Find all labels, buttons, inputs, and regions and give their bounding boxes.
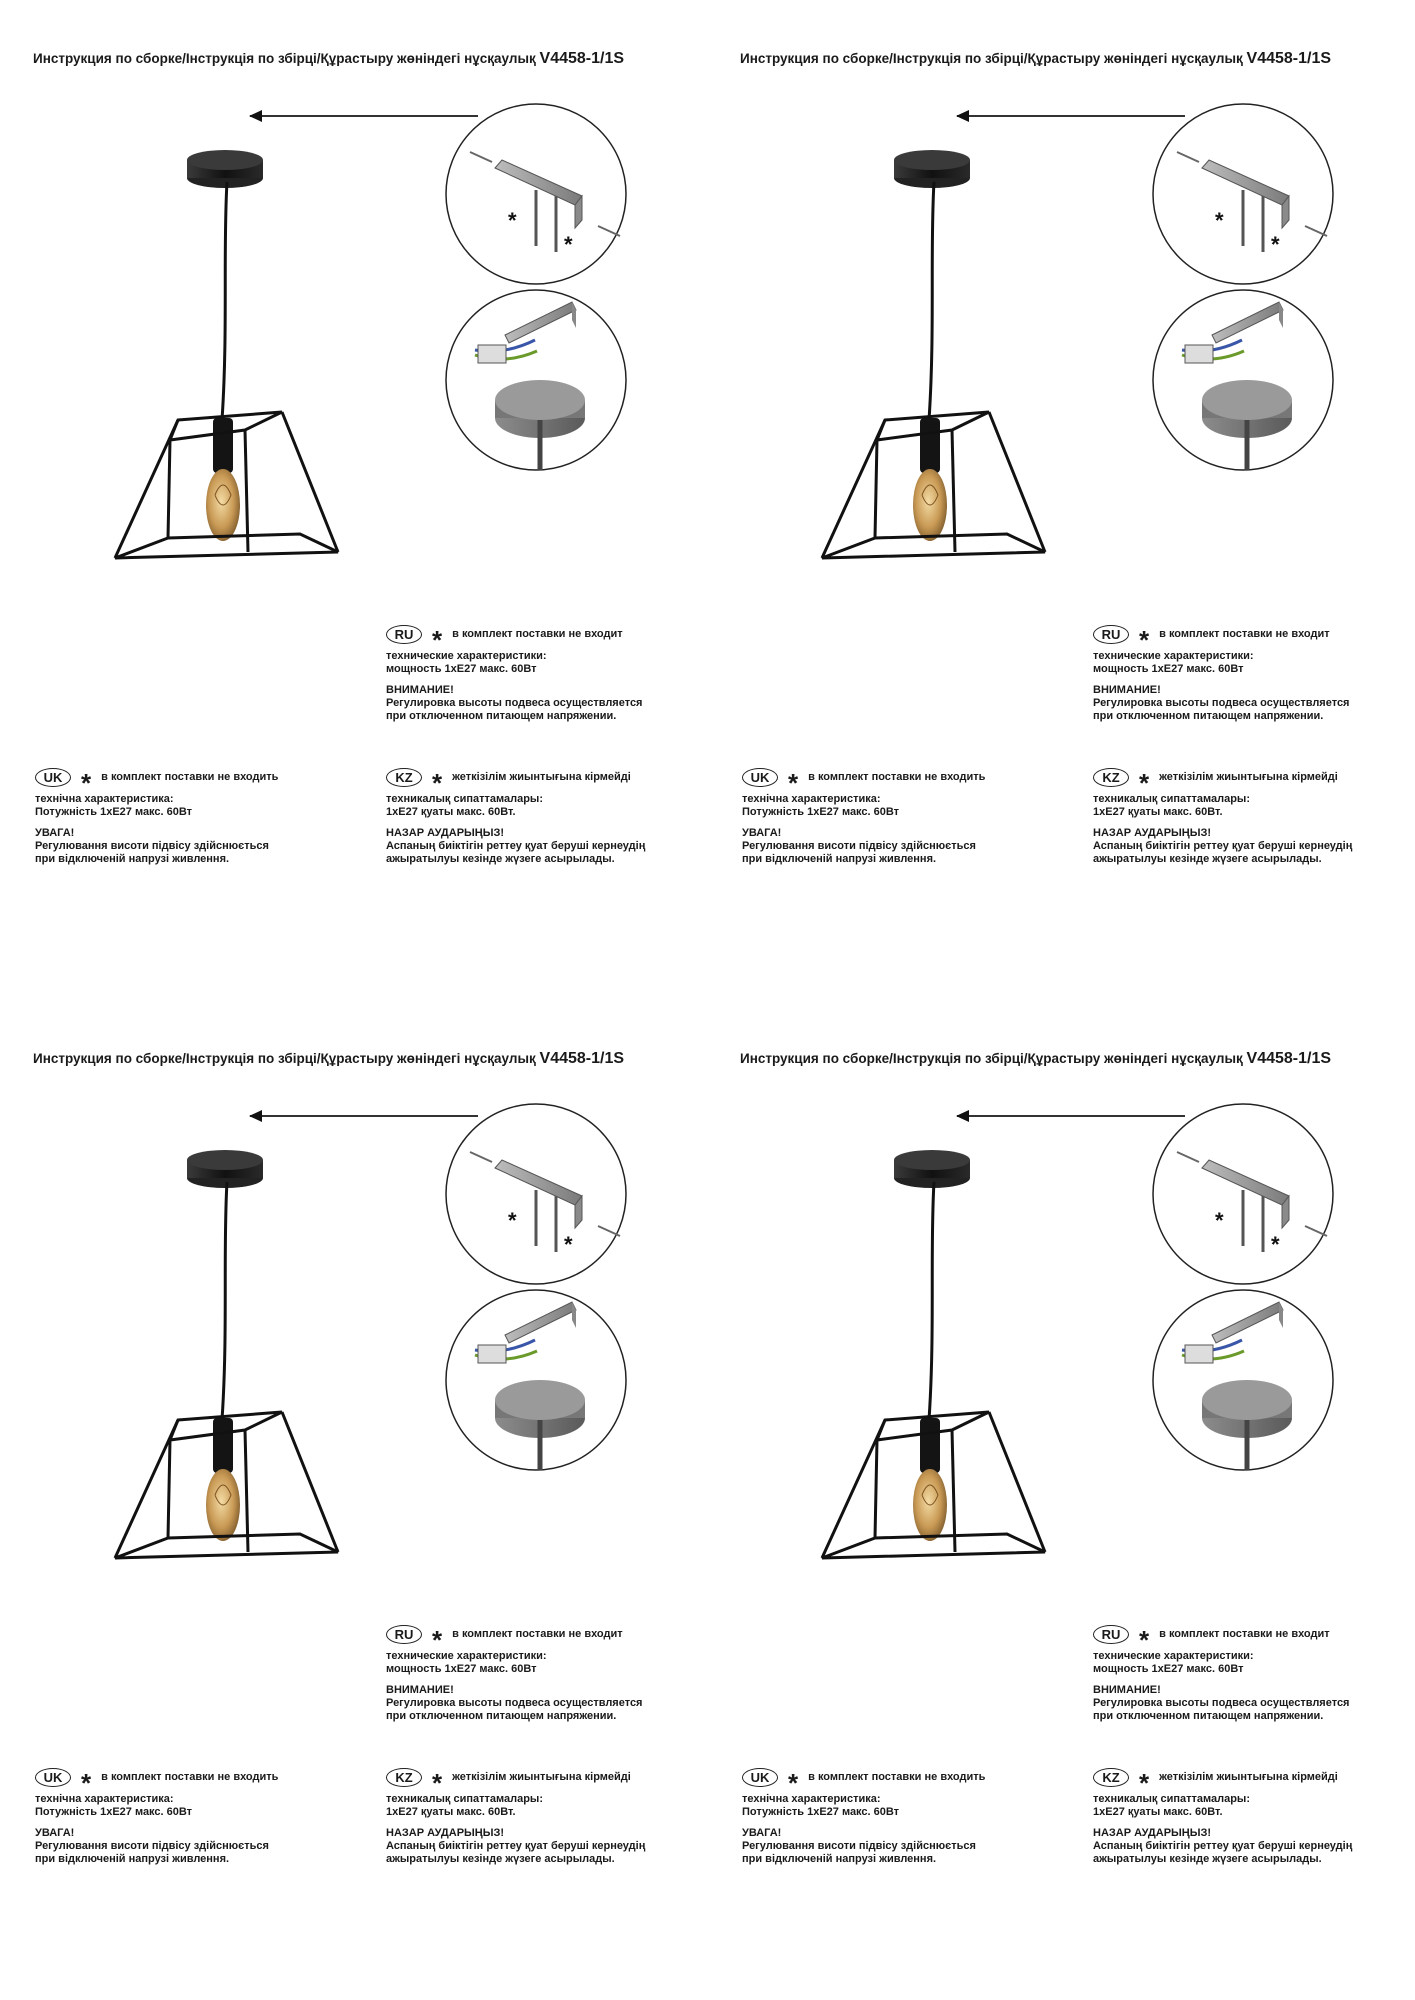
kz-note: жеткізілім жиынтығына кірмейді xyxy=(452,1771,631,1783)
uk-note: в комплект поставки не входить xyxy=(808,771,986,783)
kz-warning-line: Аспаның биіктігін реттеу қуат беруші кернеудің xyxy=(386,1840,646,1852)
kz-block xyxy=(1093,1768,1352,1874)
uk-warning-line: Регулювання висоти підвісу здійснюється xyxy=(742,1840,976,1852)
kz-spec-value: 1хЕ27 қуаты макс. 60Вт. xyxy=(1093,1806,1223,1818)
uk-warning-line: при відключеній напрузі живлення. xyxy=(742,853,937,865)
uk-block xyxy=(742,1768,985,1874)
arrow-head xyxy=(249,1110,262,1122)
kz-block xyxy=(386,768,645,874)
uk-badge: UK xyxy=(742,1768,778,1787)
instruction-panel-2 xyxy=(707,0,1414,1000)
lamp-pendant xyxy=(822,150,1045,558)
ru-spec-value: мощность 1хЕ27 макс. 60Вт xyxy=(1093,663,1244,675)
uk-spec-value: Потужність 1хЕ27 макс. 60Вт xyxy=(742,806,900,818)
kz-badge: KZ xyxy=(386,768,422,787)
assembly-illustration xyxy=(707,0,1414,600)
asterisk-icon: * xyxy=(81,767,92,798)
ru-note: в комплект поставки не входит xyxy=(1159,1628,1330,1640)
kz-warning-line: Аспаның биіктігін реттеу қуат беруші кернеудің xyxy=(1093,840,1353,852)
arrow-head xyxy=(956,1110,969,1122)
ru-warning-heading: ВНИМАНИЕ! xyxy=(1093,684,1161,696)
uk-badge: UK xyxy=(742,768,778,787)
kz-warning-heading: НАЗАР АУДАРЫҢЫЗ! xyxy=(386,827,505,839)
kz-badge: KZ xyxy=(1093,1768,1129,1787)
svg-text:*: * xyxy=(1215,1208,1224,1233)
svg-text:*: * xyxy=(1271,1232,1280,1257)
kz-note: жеткізілім жиынтығына кірмейді xyxy=(452,771,631,783)
uk-block xyxy=(35,768,278,874)
kz-block xyxy=(1093,768,1352,874)
uk-note: в комплект поставки не входить xyxy=(101,1771,279,1783)
detail-circle-mounting xyxy=(446,1290,626,1470)
uk-warning-line: Регулювання висоти підвісу здійснюється xyxy=(742,840,976,852)
ru-spec-value: мощность 1хЕ27 макс. 60Вт xyxy=(386,1663,537,1675)
instruction-panel-3 xyxy=(0,1000,707,2000)
ru-badge: RU xyxy=(386,625,422,644)
kz-warning-line: Аспаның биіктігін реттеу қуат беруші кернеудің xyxy=(386,840,646,852)
uk-warning-heading: УВАГА! xyxy=(35,1827,75,1839)
detail-circle-bracket xyxy=(446,104,626,284)
model-code: V4458-1/1S xyxy=(539,50,625,67)
uk-spec-heading: технічна характеристика: xyxy=(742,1793,881,1805)
uk-warning-heading: УВАГА! xyxy=(742,1827,782,1839)
asterisk-icon: * xyxy=(432,1767,443,1798)
arrow-head xyxy=(956,110,969,122)
asterisk-icon: * xyxy=(788,767,799,798)
uk-spec-value: Потужність 1хЕ27 макс. 60Вт xyxy=(35,806,193,818)
ru-note: в комплект поставки не входит xyxy=(1159,628,1330,640)
detail-circle-bracket xyxy=(1153,104,1333,284)
assembly-illustration xyxy=(0,0,707,600)
uk-badge: UK xyxy=(35,768,71,787)
kz-warning-heading: НАЗАР АУДАРЫҢЫЗ! xyxy=(1093,1827,1212,1839)
uk-warning-heading: УВАГА! xyxy=(742,827,782,839)
lamp-pendant xyxy=(115,1150,338,1558)
asterisk-icon: * xyxy=(1139,624,1150,655)
assembly-illustration xyxy=(707,1000,1414,1600)
assembly-illustration xyxy=(0,1000,707,1600)
kz-warning-heading: НАЗАР АУДАРЫҢЫЗ! xyxy=(386,1827,505,1839)
ru-warning-line: Регулировка высоты подвеса осуществляется xyxy=(1093,697,1350,709)
ru-warning-line: Регулировка высоты подвеса осуществляется xyxy=(386,697,643,709)
ru-spec-heading: технические характеристики: xyxy=(1093,1650,1254,1662)
kz-spec-value: 1хЕ27 қуаты макс. 60Вт. xyxy=(386,1806,516,1818)
uk-warning-heading: УВАГА! xyxy=(35,827,75,839)
uk-warning-line: при відключеній напрузі живлення. xyxy=(742,1853,937,1865)
uk-warning-line: при відключеній напрузі живлення. xyxy=(35,1853,230,1865)
model-code: V4458-1/1S xyxy=(1246,50,1332,67)
asterisk-icon: * xyxy=(432,1624,443,1655)
kz-warning-line: ажыратылуы кезінде жүзеге асырылады. xyxy=(1093,853,1322,865)
instruction-panel-1 xyxy=(0,0,707,1000)
ru-spec-value: мощность 1хЕ27 макс. 60Вт xyxy=(386,663,537,675)
uk-spec-heading: технічна характеристика: xyxy=(35,793,174,805)
kz-warning-heading: НАЗАР АУДАРЫҢЫЗ! xyxy=(1093,827,1212,839)
kz-spec-heading: техникалық сипаттамалары: xyxy=(1093,793,1250,805)
lamp-pendant xyxy=(115,150,338,558)
kz-spec-heading: техникалық сипаттамалары: xyxy=(1093,1793,1250,1805)
detail-circle-mounting xyxy=(1153,290,1333,470)
uk-note: в комплект поставки не входить xyxy=(808,1771,986,1783)
asterisk-icon: * xyxy=(1139,1624,1150,1655)
kz-warning-line: ажыратылуы кезінде жүзеге асырылады. xyxy=(386,1853,615,1865)
svg-text:*: * xyxy=(1271,232,1280,257)
ru-note: в комплект поставки не входит xyxy=(452,1628,623,1640)
ru-warning-heading: ВНИМАНИЕ! xyxy=(386,684,454,696)
detail-circle-mounting xyxy=(1153,1290,1333,1470)
kz-warning-line: ажыратылуы кезінде жүзеге асырылады. xyxy=(1093,1853,1322,1865)
uk-block xyxy=(742,768,985,874)
ru-warning-line: при отключенном питающем напряжении. xyxy=(1093,710,1324,722)
ru-block xyxy=(386,625,642,731)
ru-warning-line: при отключенном питающем напряжении. xyxy=(386,710,617,722)
ru-badge: RU xyxy=(386,1625,422,1644)
uk-spec-heading: технічна характеристика: xyxy=(742,793,881,805)
asterisk-icon: * xyxy=(1139,767,1150,798)
ru-warning-line: при отключенном питающем напряжении. xyxy=(386,1710,617,1722)
uk-block xyxy=(35,1768,278,1874)
model-code: V4458-1/1S xyxy=(539,1050,625,1067)
ru-note: в комплект поставки не входит xyxy=(452,628,623,640)
ru-badge: RU xyxy=(1093,625,1129,644)
kz-badge: KZ xyxy=(386,1768,422,1787)
kz-spec-value: 1хЕ27 қуаты макс. 60Вт. xyxy=(386,806,516,818)
title-text: Инструкция по сборке/Інструкція по збірці/Құрастыру жөніндегі нұсқаулық xyxy=(740,51,1243,66)
svg-text:*: * xyxy=(508,1208,517,1233)
kz-note: жеткізілім жиынтығына кірмейді xyxy=(1159,771,1338,783)
arrow-head xyxy=(249,110,262,122)
ru-spec-heading: технические характеристики: xyxy=(1093,650,1254,662)
ru-warning-heading: ВНИМАНИЕ! xyxy=(386,1684,454,1696)
ru-warning-heading: ВНИМАНИЕ! xyxy=(1093,1684,1161,1696)
ru-block xyxy=(1093,1625,1349,1731)
svg-text:*: * xyxy=(564,1232,573,1257)
svg-text:*: * xyxy=(508,208,517,233)
kz-spec-value: 1хЕ27 қуаты макс. 60Вт. xyxy=(1093,806,1223,818)
kz-badge: KZ xyxy=(1093,768,1129,787)
kz-note: жеткізілім жиынтығына кірмейді xyxy=(1159,1771,1338,1783)
svg-text:*: * xyxy=(564,232,573,257)
ru-spec-heading: технические характеристики: xyxy=(386,650,547,662)
detail-circle-bracket xyxy=(446,1104,626,1284)
ru-warning-line: Регулировка высоты подвеса осуществляется xyxy=(386,1697,643,1709)
kz-block xyxy=(386,1768,645,1874)
title-text: Инструкция по сборке/Інструкція по збірці/Құрастыру жөніндегі нұсқаулық xyxy=(33,1051,536,1066)
detail-circle-mounting xyxy=(446,290,626,470)
title-text: Инструкция по сборке/Інструкція по збірці/Құрастыру жөніндегі нұсқаулық xyxy=(740,1051,1243,1066)
ru-spec-value: мощность 1хЕ27 макс. 60Вт xyxy=(1093,1663,1244,1675)
uk-spec-value: Потужність 1хЕ27 макс. 60Вт xyxy=(742,1806,900,1818)
asterisk-icon: * xyxy=(81,1767,92,1798)
title-text: Инструкция по сборке/Інструкція по збірці/Құрастыру жөніндегі нұсқаулық xyxy=(33,51,536,66)
kz-spec-heading: техникалық сипаттамалары: xyxy=(386,1793,543,1805)
ru-warning-line: при отключенном питающем напряжении. xyxy=(1093,1710,1324,1722)
ru-spec-heading: технические характеристики: xyxy=(386,1650,547,1662)
kz-spec-heading: техникалық сипаттамалары: xyxy=(386,793,543,805)
instruction-panel-4 xyxy=(707,1000,1414,2000)
ru-block xyxy=(386,1625,642,1731)
ru-badge: RU xyxy=(1093,1625,1129,1644)
asterisk-icon: * xyxy=(432,767,443,798)
svg-text:*: * xyxy=(1215,208,1224,233)
uk-warning-line: при відключеній напрузі живлення. xyxy=(35,853,230,865)
uk-note: в комплект поставки не входить xyxy=(101,771,279,783)
lamp-pendant xyxy=(822,1150,1045,1558)
uk-badge: UK xyxy=(35,1768,71,1787)
ru-block xyxy=(1093,625,1349,731)
model-code: V4458-1/1S xyxy=(1246,1050,1332,1067)
uk-spec-value: Потужність 1хЕ27 макс. 60Вт xyxy=(35,1806,193,1818)
uk-warning-line: Регулювання висоти підвісу здійснюється xyxy=(35,840,269,852)
kz-warning-line: Аспаның биіктігін реттеу қуат беруші кернеудің xyxy=(1093,1840,1353,1852)
uk-spec-heading: технічна характеристика: xyxy=(35,1793,174,1805)
asterisk-icon: * xyxy=(788,1767,799,1798)
kz-warning-line: ажыратылуы кезінде жүзеге асырылады. xyxy=(386,853,615,865)
detail-circle-bracket xyxy=(1153,1104,1333,1284)
ru-warning-line: Регулировка высоты подвеса осуществляется xyxy=(1093,1697,1350,1709)
asterisk-icon: * xyxy=(432,624,443,655)
asterisk-icon: * xyxy=(1139,1767,1150,1798)
uk-warning-line: Регулювання висоти підвісу здійснюється xyxy=(35,1840,269,1852)
